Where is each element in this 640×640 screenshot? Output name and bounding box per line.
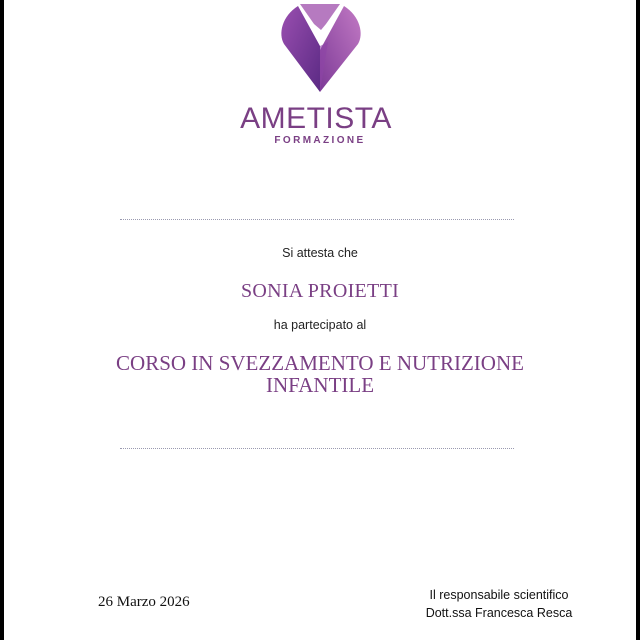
certificate-date: 26 Marzo 2026	[98, 594, 190, 610]
organization-name: AMETISTA	[240, 102, 392, 135]
amethyst-gem-icon	[278, 2, 364, 94]
certificate-page	[4, 0, 636, 640]
divider-bottom	[120, 448, 514, 449]
signature-block	[409, 586, 589, 622]
divider-top	[120, 219, 514, 220]
participation-text: ha partecipato al	[273, 318, 367, 332]
course-title-line-2: INFANTILE	[265, 373, 375, 397]
signer-role: Il responsabile scientifico	[429, 588, 569, 602]
signer-name: Dott.ssa Francesca Resca	[425, 606, 573, 620]
course-title	[4, 352, 636, 396]
certificate-intro: Si attesta che	[282, 246, 358, 260]
organization-subtitle: FORMAZIONE	[274, 135, 366, 146]
recipient-name: SONIA PROIETTI	[240, 280, 400, 302]
course-title-line-1: CORSO IN SVEZZAMENTO E NUTRIZIONE	[116, 351, 524, 375]
